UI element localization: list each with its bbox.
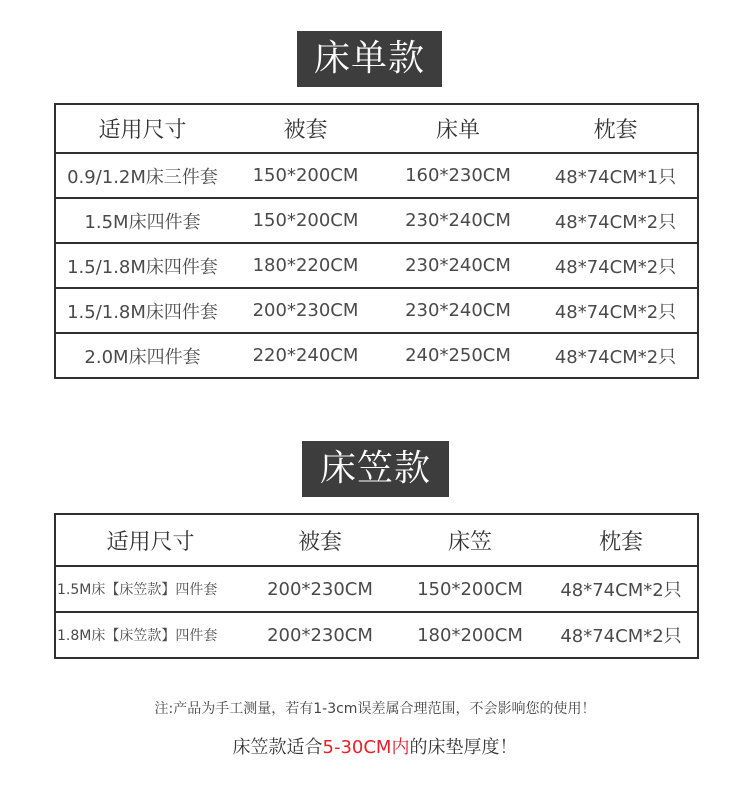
bedsheet-section-title: 床单款 [297, 31, 442, 87]
cell-duvet-cover: 220*240CM [229, 333, 382, 378]
cell-size: 2.0M床四件套 [55, 333, 229, 378]
header-bedsheet: 床单 [435, 118, 480, 143]
cell-duvet-cover: 150*200CM [229, 198, 382, 243]
cell-bedsheet: 240*250CM [382, 333, 534, 378]
cell-size: 0.9/1.2M床三件套 [55, 153, 229, 198]
header-duvet-cover: 被套 [283, 118, 328, 143]
cell-pillowcase: 48*74CM*2只 [534, 243, 698, 288]
note-highlight: 5-30CM内 [322, 737, 410, 758]
table-row [55, 333, 698, 378]
bedsheet-size-table [54, 103, 699, 379]
fitted-sheet-section-title: 床笠款 [302, 441, 449, 497]
table-row [55, 243, 698, 288]
cell-pillowcase: 48*74CM*2只 [545, 566, 698, 612]
note-prefix: 床笠款适合 [232, 737, 323, 758]
header-size: 适用尺寸 [98, 118, 187, 143]
cell-fitted-sheet: 180*200CM [395, 612, 545, 658]
cell-bedsheet: 160*230CM [382, 153, 534, 198]
cell-bedsheet: 230*240CM [382, 243, 534, 288]
cell-bedsheet: 230*240CM [382, 288, 534, 333]
cell-duvet-cover: 200*230CM [245, 612, 395, 658]
cell-pillowcase: 48*74CM*2只 [534, 333, 698, 378]
header-pillowcase: 枕套 [598, 529, 643, 555]
cell-pillowcase: 48*74CM*1只 [534, 153, 698, 198]
table-row [55, 566, 698, 612]
note-suffix: 的床垫厚度！ [409, 737, 518, 758]
measurement-note: 注:产品为手工测量，若有1-3cm误差属合理范围，不会影响您的使用！ [154, 701, 596, 717]
table-row [55, 288, 698, 333]
cell-fitted-sheet: 150*200CM [395, 566, 545, 612]
cell-size: 1.5M床【床笠款】四件套 [55, 566, 245, 612]
header-pillowcase: 枕套 [593, 118, 638, 143]
cell-bedsheet: 230*240CM [382, 198, 534, 243]
cell-pillowcase: 48*74CM*2只 [545, 612, 698, 658]
cell-duvet-cover: 150*200CM [229, 153, 382, 198]
header-duvet-cover: 被套 [297, 529, 342, 555]
table-row [55, 612, 698, 658]
fitted-sheet-size-table [54, 513, 699, 659]
table-row [55, 198, 698, 243]
cell-duvet-cover: 180*220CM [229, 243, 382, 288]
cell-size: 1.5/1.8M床四件套 [55, 243, 229, 288]
cell-size: 1.5/1.8M床四件套 [55, 288, 229, 333]
cell-duvet-cover: 200*230CM [245, 566, 395, 612]
mattress-thickness-note [0, 733, 750, 759]
table-header-row [55, 104, 698, 153]
cell-pillowcase: 48*74CM*2只 [534, 288, 698, 333]
cell-duvet-cover: 200*230CM [229, 288, 382, 333]
header-fitted-sheet: 床笠 [447, 529, 492, 555]
cell-size: 1.8M床【床笠款】四件套 [55, 612, 245, 658]
table-row [55, 153, 698, 198]
cell-pillowcase: 48*74CM*2只 [534, 198, 698, 243]
cell-size: 1.5M床四件套 [55, 198, 229, 243]
table-header-row [55, 514, 698, 566]
header-size: 适用尺寸 [106, 529, 195, 555]
